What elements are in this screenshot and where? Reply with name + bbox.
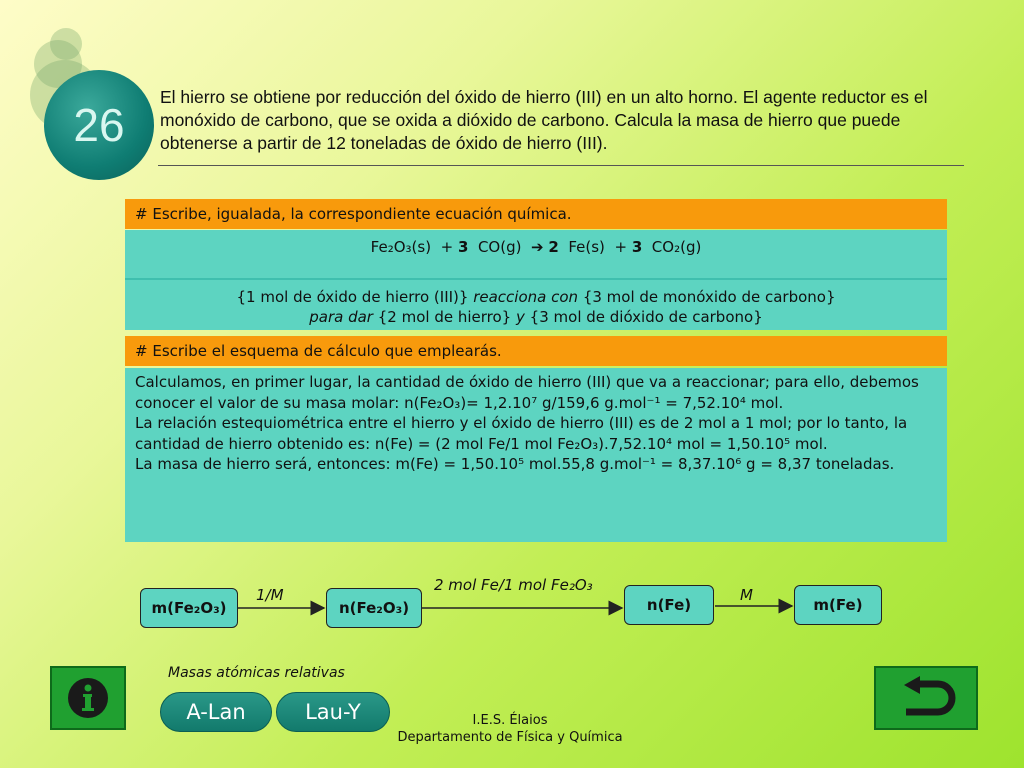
- title-divider: [158, 165, 964, 166]
- stoichiometric-ratio-text: [125, 280, 947, 327]
- product-co2: CO₂(g): [651, 238, 702, 256]
- reactant-co: CO(g): [477, 238, 522, 256]
- ratio-verb: para dar: [309, 308, 373, 326]
- a-lan-button[interactable]: A-Lan: [160, 692, 272, 732]
- section-header-equation: # Escribe, igualada, la correspondiente ecuación química.: [125, 199, 947, 229]
- flow-node-moles-fe: n(Fe): [624, 585, 714, 625]
- chemical-equation: [125, 230, 947, 256]
- problem-number-badge: 26: [44, 70, 154, 180]
- ratio-term: {2 mol de hierro}: [377, 308, 512, 326]
- lau-y-button[interactable]: Lau-Y: [276, 692, 390, 732]
- school-name: I.E.S. Élaios: [472, 713, 548, 728]
- flow-node-mass-fe: m(Fe): [794, 585, 882, 625]
- coefficient: 2: [548, 238, 559, 256]
- footer-credits: [380, 712, 640, 746]
- plus-sign: +: [440, 238, 454, 256]
- department-name: Departamento de Física y Química: [397, 730, 623, 745]
- ratio-conjunction: y: [516, 308, 525, 326]
- flow-label-molar-mass: M: [740, 586, 753, 604]
- reactant-fe2o3: Fe₂O₃(s): [370, 238, 432, 256]
- problem-statement: El hierro se obtiene por reducción del óxido de hierro (III) en un alto horno. El agente reductor es el monóxido de carbono, que se oxida a dióxido de carbono. Calcula la masa de hierro que puede obtenerse a partir de 12 toneladas de óxido de hierro (III).: [160, 87, 928, 153]
- flow-label-inverse-molar-mass: 1/M: [256, 586, 284, 604]
- plus-sign: +: [614, 238, 628, 256]
- ratio-term: {3 mol de monóxido de carbono}: [582, 288, 836, 306]
- equation-panel: [125, 230, 947, 330]
- flow-label-mole-ratio: 2 mol Fe/1 mol Fe₂O₃: [434, 576, 593, 594]
- ratio-term: {3 mol de dióxido de carbono}: [529, 308, 763, 326]
- calculation-step-3: La masa de hierro será, entonces: m(Fe) = 1,50.10⁵ mol.55,8 g.mol⁻¹ = 8,37.10⁶ g = 8,37 toneladas.: [135, 455, 895, 473]
- calculation-step-1: Calculamos, en primer lugar, la cantidad de óxido de hierro (III) que va a reaccionar; para ello, debemos conocer el valor de su masa molar: n(Fe₂O₃)= 1,2.10⁷ g/159,6 g.mol⁻¹ = 7,52.10⁴ mol.: [135, 373, 919, 412]
- coefficient: 3: [457, 238, 469, 256]
- reaction-arrow-icon: ➔: [531, 238, 544, 256]
- ratio-verb: reacciona con: [473, 288, 579, 306]
- ratio-term: {1 mol de óxido de hierro (III)}: [236, 288, 469, 306]
- flow-node-mass-fe2o3: m(Fe₂O₃): [140, 588, 238, 628]
- return-arrow-icon: [896, 676, 956, 720]
- info-icon: [66, 676, 110, 720]
- return-button[interactable]: [874, 666, 978, 730]
- coefficient: 3: [631, 238, 643, 256]
- calculation-panel: [125, 368, 947, 542]
- product-fe: Fe(s): [568, 238, 605, 256]
- section-header-scheme: # Escribe el esquema de cálculo que emplearás.: [125, 336, 947, 366]
- calculation-text: [125, 368, 947, 479]
- info-button[interactable]: [50, 666, 126, 730]
- atomic-masses-label: Masas atómicas relativas: [168, 665, 345, 681]
- calculation-step-2: La relación estequiométrica entre el hierro y el óxido de hierro (III) es de 2 mol a 1 mol; por lo tanto, la cantidad de hierro obtenido es: n(Fe) = (2 mol Fe/1 mol Fe₂O₃).7,52.10⁴ mol = 1,50.10⁵ mol.: [135, 414, 908, 453]
- flow-node-moles-fe2o3: n(Fe₂O₃): [326, 588, 422, 628]
